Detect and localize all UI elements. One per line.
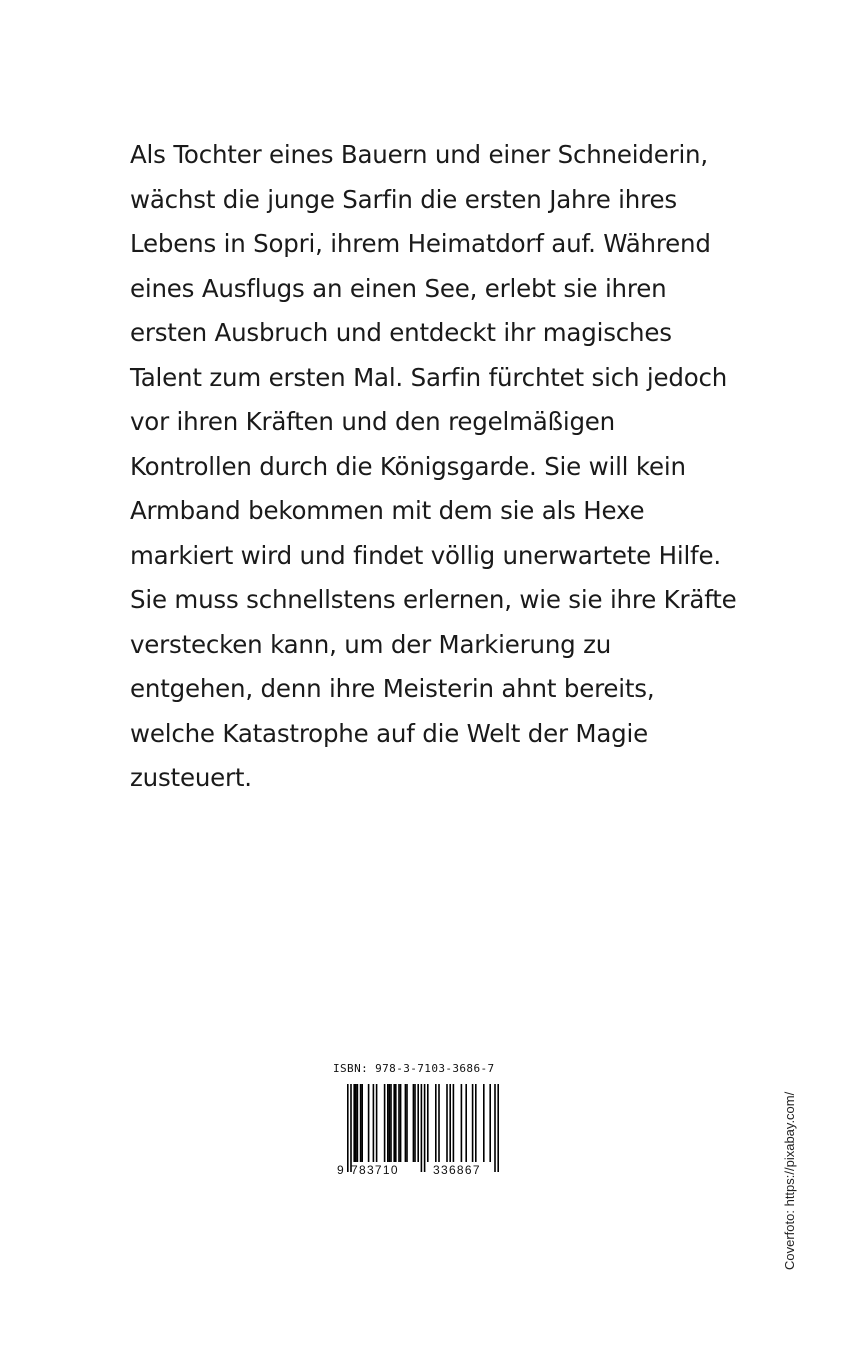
- blurb-line: Armband bekommen mit dem sie als Hexe: [130, 496, 645, 525]
- barcode-bar: [435, 1084, 437, 1162]
- blurb-line: Sie muss schnellstens erlernen, wie sie ihre Kräfte: [130, 585, 737, 614]
- barcode-bar: [361, 1084, 363, 1162]
- blurb-line: verstecken kann, um der Markierung zu: [130, 629, 612, 659]
- barcode-bar: [398, 1084, 400, 1162]
- barcode-bar: [373, 1084, 375, 1162]
- barcode-first-digit: 9: [337, 1163, 344, 1176]
- barcode-right-digits: 336867: [433, 1163, 481, 1176]
- barcode-guard-bar: [421, 1084, 423, 1172]
- barcode-bar: [472, 1084, 474, 1162]
- blurb-line: wächst die junge Sarfin die ersten Jahre ihres: [130, 184, 677, 214]
- barcode-bar: [360, 1084, 362, 1162]
- barcode-bar: [376, 1084, 378, 1162]
- barcode-bar: [417, 1084, 419, 1162]
- barcode-bar: [438, 1084, 440, 1162]
- barcode-bar: [387, 1084, 389, 1162]
- barcode-bar: [461, 1084, 463, 1162]
- barcode-bar: [405, 1084, 407, 1162]
- barcode-guard-bar: [497, 1084, 499, 1172]
- barcode-bar: [489, 1084, 491, 1162]
- barcode-bar: [413, 1084, 415, 1162]
- barcode-bar: [395, 1084, 397, 1162]
- barcode-bar: [483, 1084, 485, 1162]
- isbn-barcode: [333, 1062, 533, 1182]
- blurb-line: vor ihren Kräften und den regelmäßigen: [130, 407, 615, 436]
- blurb-line: zusteuert.: [130, 763, 252, 792]
- barcode-bar: [353, 1084, 355, 1162]
- blurb-line: Als Tochter eines Bauern und einer Schneiderin,: [130, 140, 708, 169]
- blurb-line: Talent zum ersten Mal. Sarfin fürchtet sich jedoch: [130, 362, 728, 392]
- blurb-line: markiert wird und findet völlig unerwartete Hilfe.: [130, 540, 721, 570]
- barcode-bar: [406, 1084, 408, 1162]
- barcode-guard-bar: [424, 1084, 426, 1172]
- barcode-guard-bar: [347, 1084, 349, 1172]
- blurb-line: eines Ausflugs an einen See, erlebt sie ihren: [130, 273, 667, 303]
- barcode-bar: [389, 1084, 391, 1162]
- barcode-bar: [446, 1084, 448, 1162]
- barcode-left-digits: 783710: [351, 1163, 399, 1176]
- barcode-bar: [357, 1084, 359, 1162]
- barcode-bar: [368, 1084, 370, 1162]
- barcode-bar: [400, 1084, 402, 1162]
- barcode-bar: [449, 1084, 451, 1162]
- isbn-label: ISBN: 978-3-7103-3686-7: [333, 1062, 495, 1075]
- blurb-line: welche Katastrophe auf die Welt der Magie: [130, 718, 648, 748]
- barcode-image: [333, 1084, 523, 1176]
- barcode-bar: [355, 1084, 357, 1162]
- barcode-guard-bar: [350, 1084, 352, 1172]
- blurb-line: entgehen, denn ihre Meisterin ahnt bereits,: [130, 674, 655, 703]
- barcode-bar: [475, 1084, 477, 1162]
- barcode-bar: [414, 1084, 416, 1162]
- barcode-bar: [453, 1084, 455, 1162]
- barcode-guard-bar: [494, 1084, 496, 1172]
- blurb-line: ersten Ausbruch und entdeckt ihr magisches: [130, 318, 672, 347]
- back-cover-blurb: [130, 133, 770, 801]
- blurb-line: Lebens in Sopri, ihrem Heimatdorf auf. Während: [130, 229, 711, 258]
- barcode-bar: [465, 1084, 467, 1162]
- barcode-bar: [390, 1084, 392, 1162]
- cover-photo-credit: Coverfoto: https://pixabay.com/: [782, 1091, 797, 1270]
- barcode-bar: [427, 1084, 429, 1162]
- blurb-line: Kontrollen durch die Königsgarde. Sie will kein: [130, 451, 686, 481]
- barcode-bar: [393, 1084, 395, 1162]
- barcode-bar: [384, 1084, 386, 1162]
